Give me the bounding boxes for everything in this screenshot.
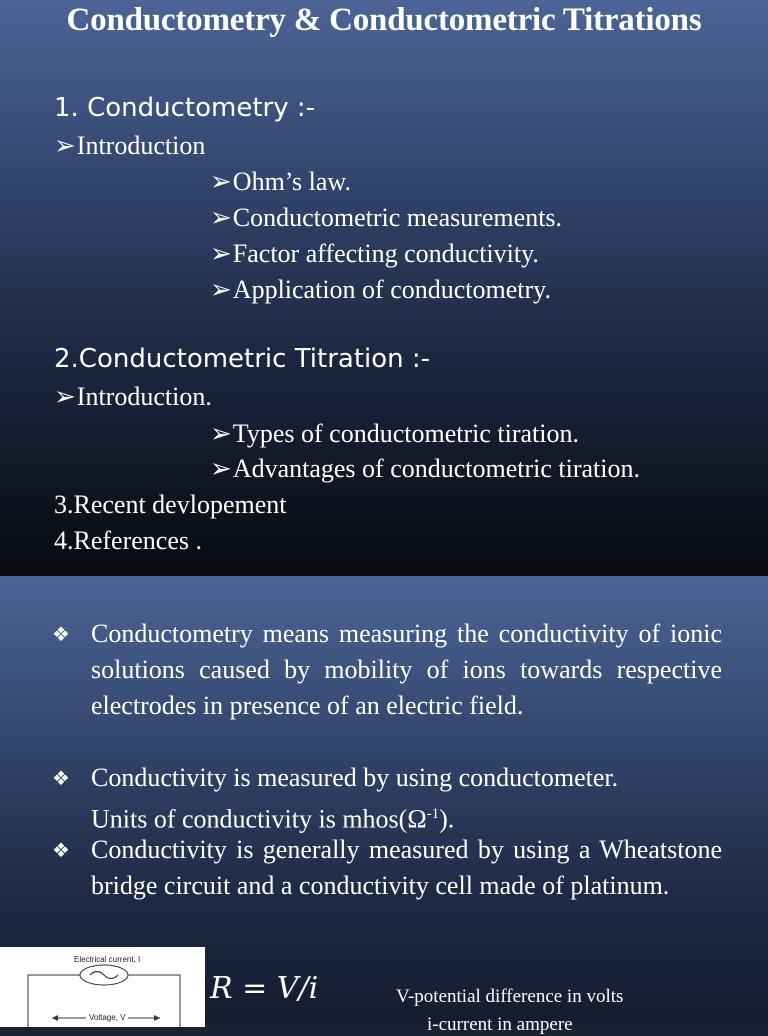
arrow-bullet-icon: ➢ — [210, 275, 232, 304]
list-item — [210, 167, 351, 197]
diamond-bullet-icon: ❖ — [52, 622, 70, 646]
bullet-text: Conductometry means measuring the conductivity of ionic solutions caused by mobility of ions towards respective electrodes in presence of an electric field. — [91, 619, 722, 720]
list-item — [210, 275, 551, 305]
section1-intro: Introduction — [76, 131, 206, 160]
list-item — [210, 239, 539, 269]
list-item — [210, 419, 579, 449]
section1-heading: 1. Conductometry :- — [54, 93, 315, 123]
slide-definition — [0, 576, 768, 1035]
item-references: 4.References . — [54, 526, 202, 555]
bullet-line-end: ). — [439, 804, 455, 834]
arrow-bullet-icon: ➢ — [210, 167, 232, 196]
arrow-bullet-icon: ➢ — [54, 131, 76, 160]
bullet-line: Conductivity is measured by using conductometer. — [91, 763, 619, 792]
list-item-text: Advantages of conductometric tiration. — [232, 454, 640, 483]
circuit-diagram — [0, 947, 205, 1027]
section2-heading: 2.Conductometric Titration :- — [54, 344, 431, 374]
bullet-item — [52, 760, 722, 838]
list-item-text: Ohm’s law. — [232, 167, 351, 196]
formula-note-current: i-current in ampere — [427, 1014, 573, 1035]
arrow-bullet-icon: ➢ — [210, 454, 232, 483]
arrow-bullet-icon: ➢ — [210, 419, 232, 448]
bullet-text: Conductivity is generally measured by using a Wheatstone bridge circuit and a conductivity cell made of platinum. — [91, 835, 722, 900]
list-item — [210, 203, 562, 233]
superscript: -1 — [426, 806, 440, 822]
section1-intro-line — [54, 131, 205, 161]
section2-intro: Introduction. — [76, 382, 212, 411]
diamond-bullet-icon: ❖ — [52, 838, 70, 862]
ohms-law-formula: R = V/i — [210, 971, 319, 1006]
list-item-text: Types of conductometric tiration. — [232, 419, 579, 448]
arrow-bullet-icon: ➢ — [54, 382, 76, 411]
bullet-item — [52, 832, 722, 904]
arrow-bullet-icon: ➢ — [210, 203, 232, 232]
current-label: Electrical current, I — [74, 955, 141, 964]
voltage-label: Voltage, V — [89, 1013, 126, 1022]
item-recent-development: 3.Recent devlopement — [54, 490, 287, 519]
list-item-text: Conductometric measurements. — [232, 203, 563, 232]
list-item — [210, 454, 640, 484]
slide-title: Conductometry & Conductometric Titrations — [66, 2, 702, 38]
list-item-text: Factor affecting conductivity. — [232, 239, 539, 268]
diamond-bullet-icon: ❖ — [52, 766, 70, 790]
bullet-item — [52, 616, 722, 724]
bullet-line: Units of conductivity is mhos(Ω — [91, 804, 427, 834]
formula-note-voltage: V-potential difference in volts — [396, 986, 624, 1007]
bullet-text — [91, 760, 722, 838]
section2-intro-line — [54, 382, 212, 412]
arrow-bullet-icon: ➢ — [210, 239, 232, 268]
list-item-text: Application of conductometry. — [232, 275, 551, 304]
